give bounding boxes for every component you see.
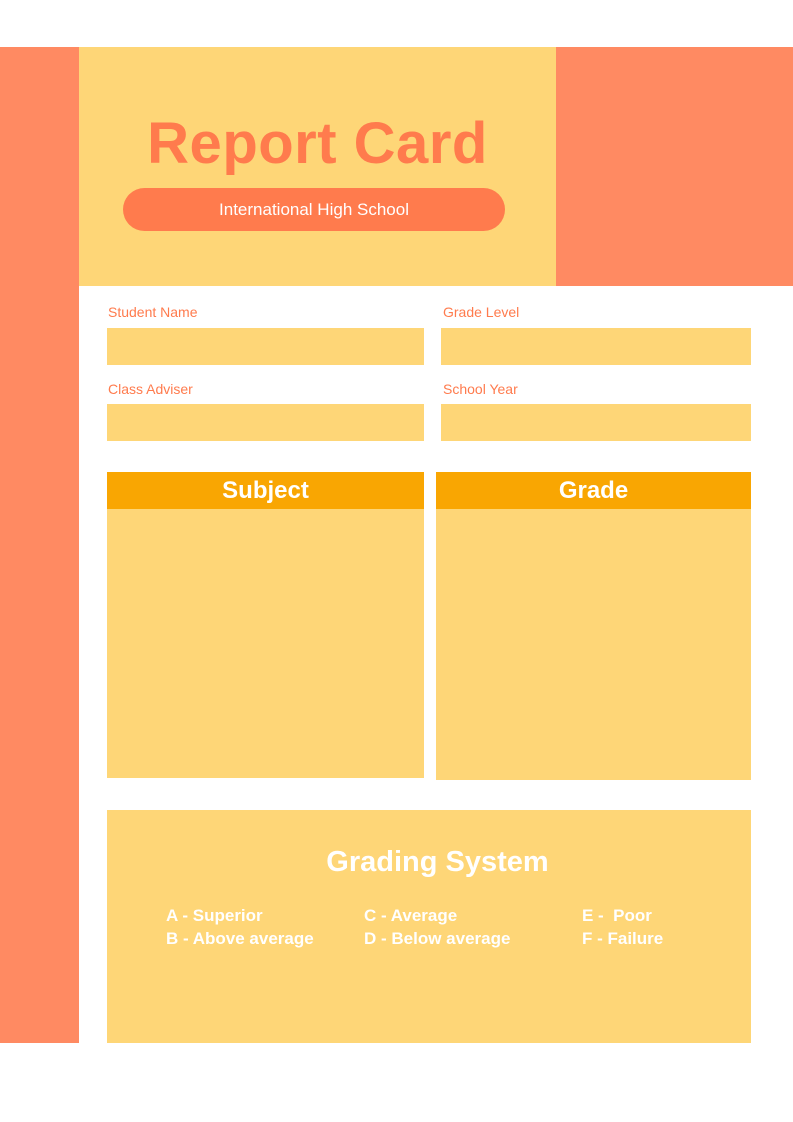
grade-column-header: Grade — [436, 472, 751, 509]
grade-legend-item: F - Failure — [582, 929, 664, 948]
grade-level-label: Grade Level — [443, 304, 520, 320]
grade-legend-item: E - Poor — [582, 906, 652, 925]
corner-decorative-block — [556, 47, 793, 286]
school-year-field[interactable] — [441, 404, 751, 441]
grade-column-body[interactable] — [436, 509, 751, 780]
class-adviser-label: Class Adviser — [108, 381, 193, 397]
grade-legend-item: D - Below average — [364, 929, 511, 948]
left-decorative-band — [0, 47, 79, 1043]
school-name-badge: International High School — [123, 188, 505, 231]
grade-legend-item: A - Superior — [166, 906, 263, 925]
grade-level-field[interactable] — [441, 328, 751, 365]
page-title: Report Card — [147, 111, 488, 176]
subject-column-header: Subject — [107, 472, 424, 509]
grading-system-title: Grading System — [326, 846, 549, 878]
school-year-label: School Year — [443, 381, 518, 397]
grade-legend-item: B - Above average — [166, 929, 314, 948]
student-name-label: Student Name — [108, 304, 198, 320]
student-name-field[interactable] — [107, 328, 424, 365]
grade-legend-item: C - Average — [364, 906, 458, 925]
class-adviser-field[interactable] — [107, 404, 424, 441]
subject-column-body[interactable] — [107, 509, 424, 778]
